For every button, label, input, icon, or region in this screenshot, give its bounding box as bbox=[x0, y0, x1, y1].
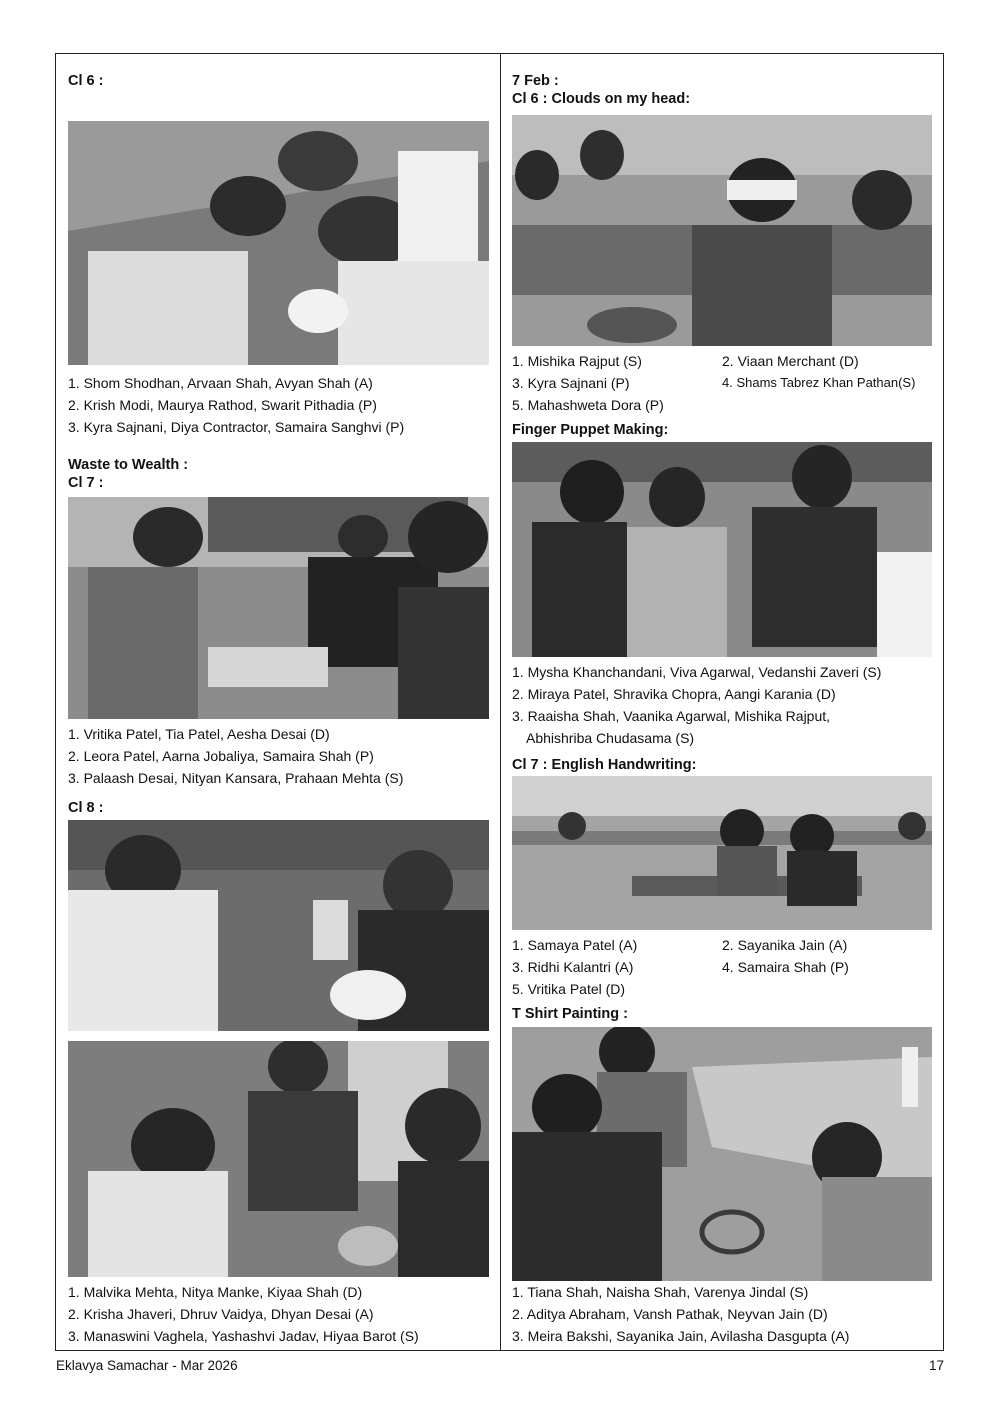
waste-to-wealth-heading: Waste to Wealth : bbox=[68, 457, 189, 473]
list-item: 3. Manaswini Vaghela, Yashashvi Jadav, Hiyaa Barot (S) bbox=[68, 1328, 419, 1344]
cl6-participants-list bbox=[68, 372, 404, 438]
list-item: 1. Mishika Rajput (S) bbox=[512, 353, 642, 369]
publication-footer: Eklavya Samachar - Mar 2026 bbox=[56, 1358, 238, 1373]
list-item: 4. Shams Tabrez Khan Pathan(S) bbox=[722, 375, 916, 390]
list-item: 1. Mysha Khanchandani, Viva Agarwal, Vedanshi Zaveri (S) bbox=[512, 664, 882, 680]
photo-illustration bbox=[68, 820, 489, 1031]
handwriting-heading: Cl 7 : English Handwriting: bbox=[512, 757, 697, 773]
page-number: 17 bbox=[928, 1358, 944, 1373]
cl8-heading: Cl 8 : bbox=[68, 800, 104, 816]
waste-cl7-heading: Cl 7 : bbox=[68, 475, 104, 491]
list-item: 2. Krish Modi, Maurya Rathod, Swarit Pithadia (P) bbox=[68, 397, 377, 413]
cl6-heading: Cl 6 : bbox=[68, 73, 104, 89]
list-item: 1. Shom Shodhan, Arvaan Shah, Avyan Shah (A) bbox=[68, 375, 373, 391]
cl8-photo-1 bbox=[68, 820, 489, 1031]
clouds-heading: Cl 6 : Clouds on my head: bbox=[512, 91, 691, 107]
list-item: 2. Aditya Abraham, Vansh Pathak, Neyvan Jain (D) bbox=[512, 1306, 828, 1322]
finger-puppet-photo bbox=[512, 442, 932, 657]
cl8-participants-list bbox=[68, 1281, 419, 1347]
tshirt-painting-photo bbox=[512, 1027, 932, 1281]
list-item: 1. Vritika Patel, Tia Patel, Aesha Desai (D) bbox=[68, 726, 330, 742]
list-item: 3. Meira Bakshi, Sayanika Jain, Avilasha Dasgupta (A) bbox=[512, 1328, 850, 1344]
waste-participants-list bbox=[68, 723, 403, 789]
list-item: 2. Leora Patel, Aarna Jobaliya, Samaira Shah (P) bbox=[68, 748, 374, 764]
handwriting-photo bbox=[512, 776, 932, 930]
list-item: 5. Mahashweta Dora (P) bbox=[512, 397, 664, 413]
list-item: 1. Samaya Patel (A) bbox=[512, 937, 638, 953]
photo-illustration bbox=[512, 776, 932, 930]
list-item: 5. Vritika Patel (D) bbox=[512, 981, 626, 997]
photo-illustration bbox=[512, 115, 932, 346]
handwriting-participants-list bbox=[512, 934, 933, 1000]
list-item: 2. Viaan Merchant (D) bbox=[722, 353, 859, 369]
finger-puppet-participants-list bbox=[512, 661, 881, 749]
cl6-activity-photo bbox=[68, 121, 489, 365]
photo-illustration bbox=[68, 497, 489, 719]
list-item: 1. Malvika Mehta, Nitya Manke, Kiyaa Shah (D) bbox=[68, 1284, 363, 1300]
list-item: 2. Miraya Patel, Shravika Chopra, Aangi Karania (D) bbox=[512, 686, 836, 702]
list-item: 4. Samaira Shah (P) bbox=[722, 959, 849, 975]
photo-illustration bbox=[512, 1027, 932, 1281]
list-item: 1. Tiana Shah, Naisha Shah, Varenya Jindal (S) bbox=[512, 1284, 809, 1300]
tshirt-painting-heading: T Shirt Painting : bbox=[512, 1006, 628, 1022]
list-item: 3. Palaash Desai, Nityan Kansara, Prahaan Mehta (S) bbox=[68, 770, 404, 786]
list-item: Abhishriba Chudasama (S) bbox=[526, 730, 695, 746]
clouds-photo bbox=[512, 115, 932, 346]
photo-illustration bbox=[68, 121, 489, 365]
list-item: 3. Raaisha Shah, Vaanika Agarwal, Mishika Rajput, bbox=[512, 708, 831, 724]
photo-illustration bbox=[512, 442, 932, 657]
waste-to-wealth-photo bbox=[68, 497, 489, 719]
tshirt-participants-list bbox=[512, 1281, 849, 1347]
clouds-participants-list bbox=[512, 350, 933, 416]
finger-puppet-heading: Finger Puppet Making: bbox=[512, 422, 669, 438]
list-item: 3. Kyra Sajnani (P) bbox=[512, 375, 630, 391]
cl8-photo-2 bbox=[68, 1041, 489, 1277]
list-item: 2. Sayanika Jain (A) bbox=[722, 937, 848, 953]
list-item: 2. Krisha Jhaveri, Dhruv Vaidya, Dhyan Desai (A) bbox=[68, 1306, 374, 1322]
date-heading: 7 Feb : bbox=[512, 73, 559, 89]
list-item: 3. Kyra Sajnani, Diya Contractor, Samaira Sanghvi (P) bbox=[68, 419, 405, 435]
photo-illustration bbox=[68, 1041, 489, 1277]
column-divider bbox=[500, 53, 501, 1351]
list-item: 3. Ridhi Kalantri (A) bbox=[512, 959, 634, 975]
